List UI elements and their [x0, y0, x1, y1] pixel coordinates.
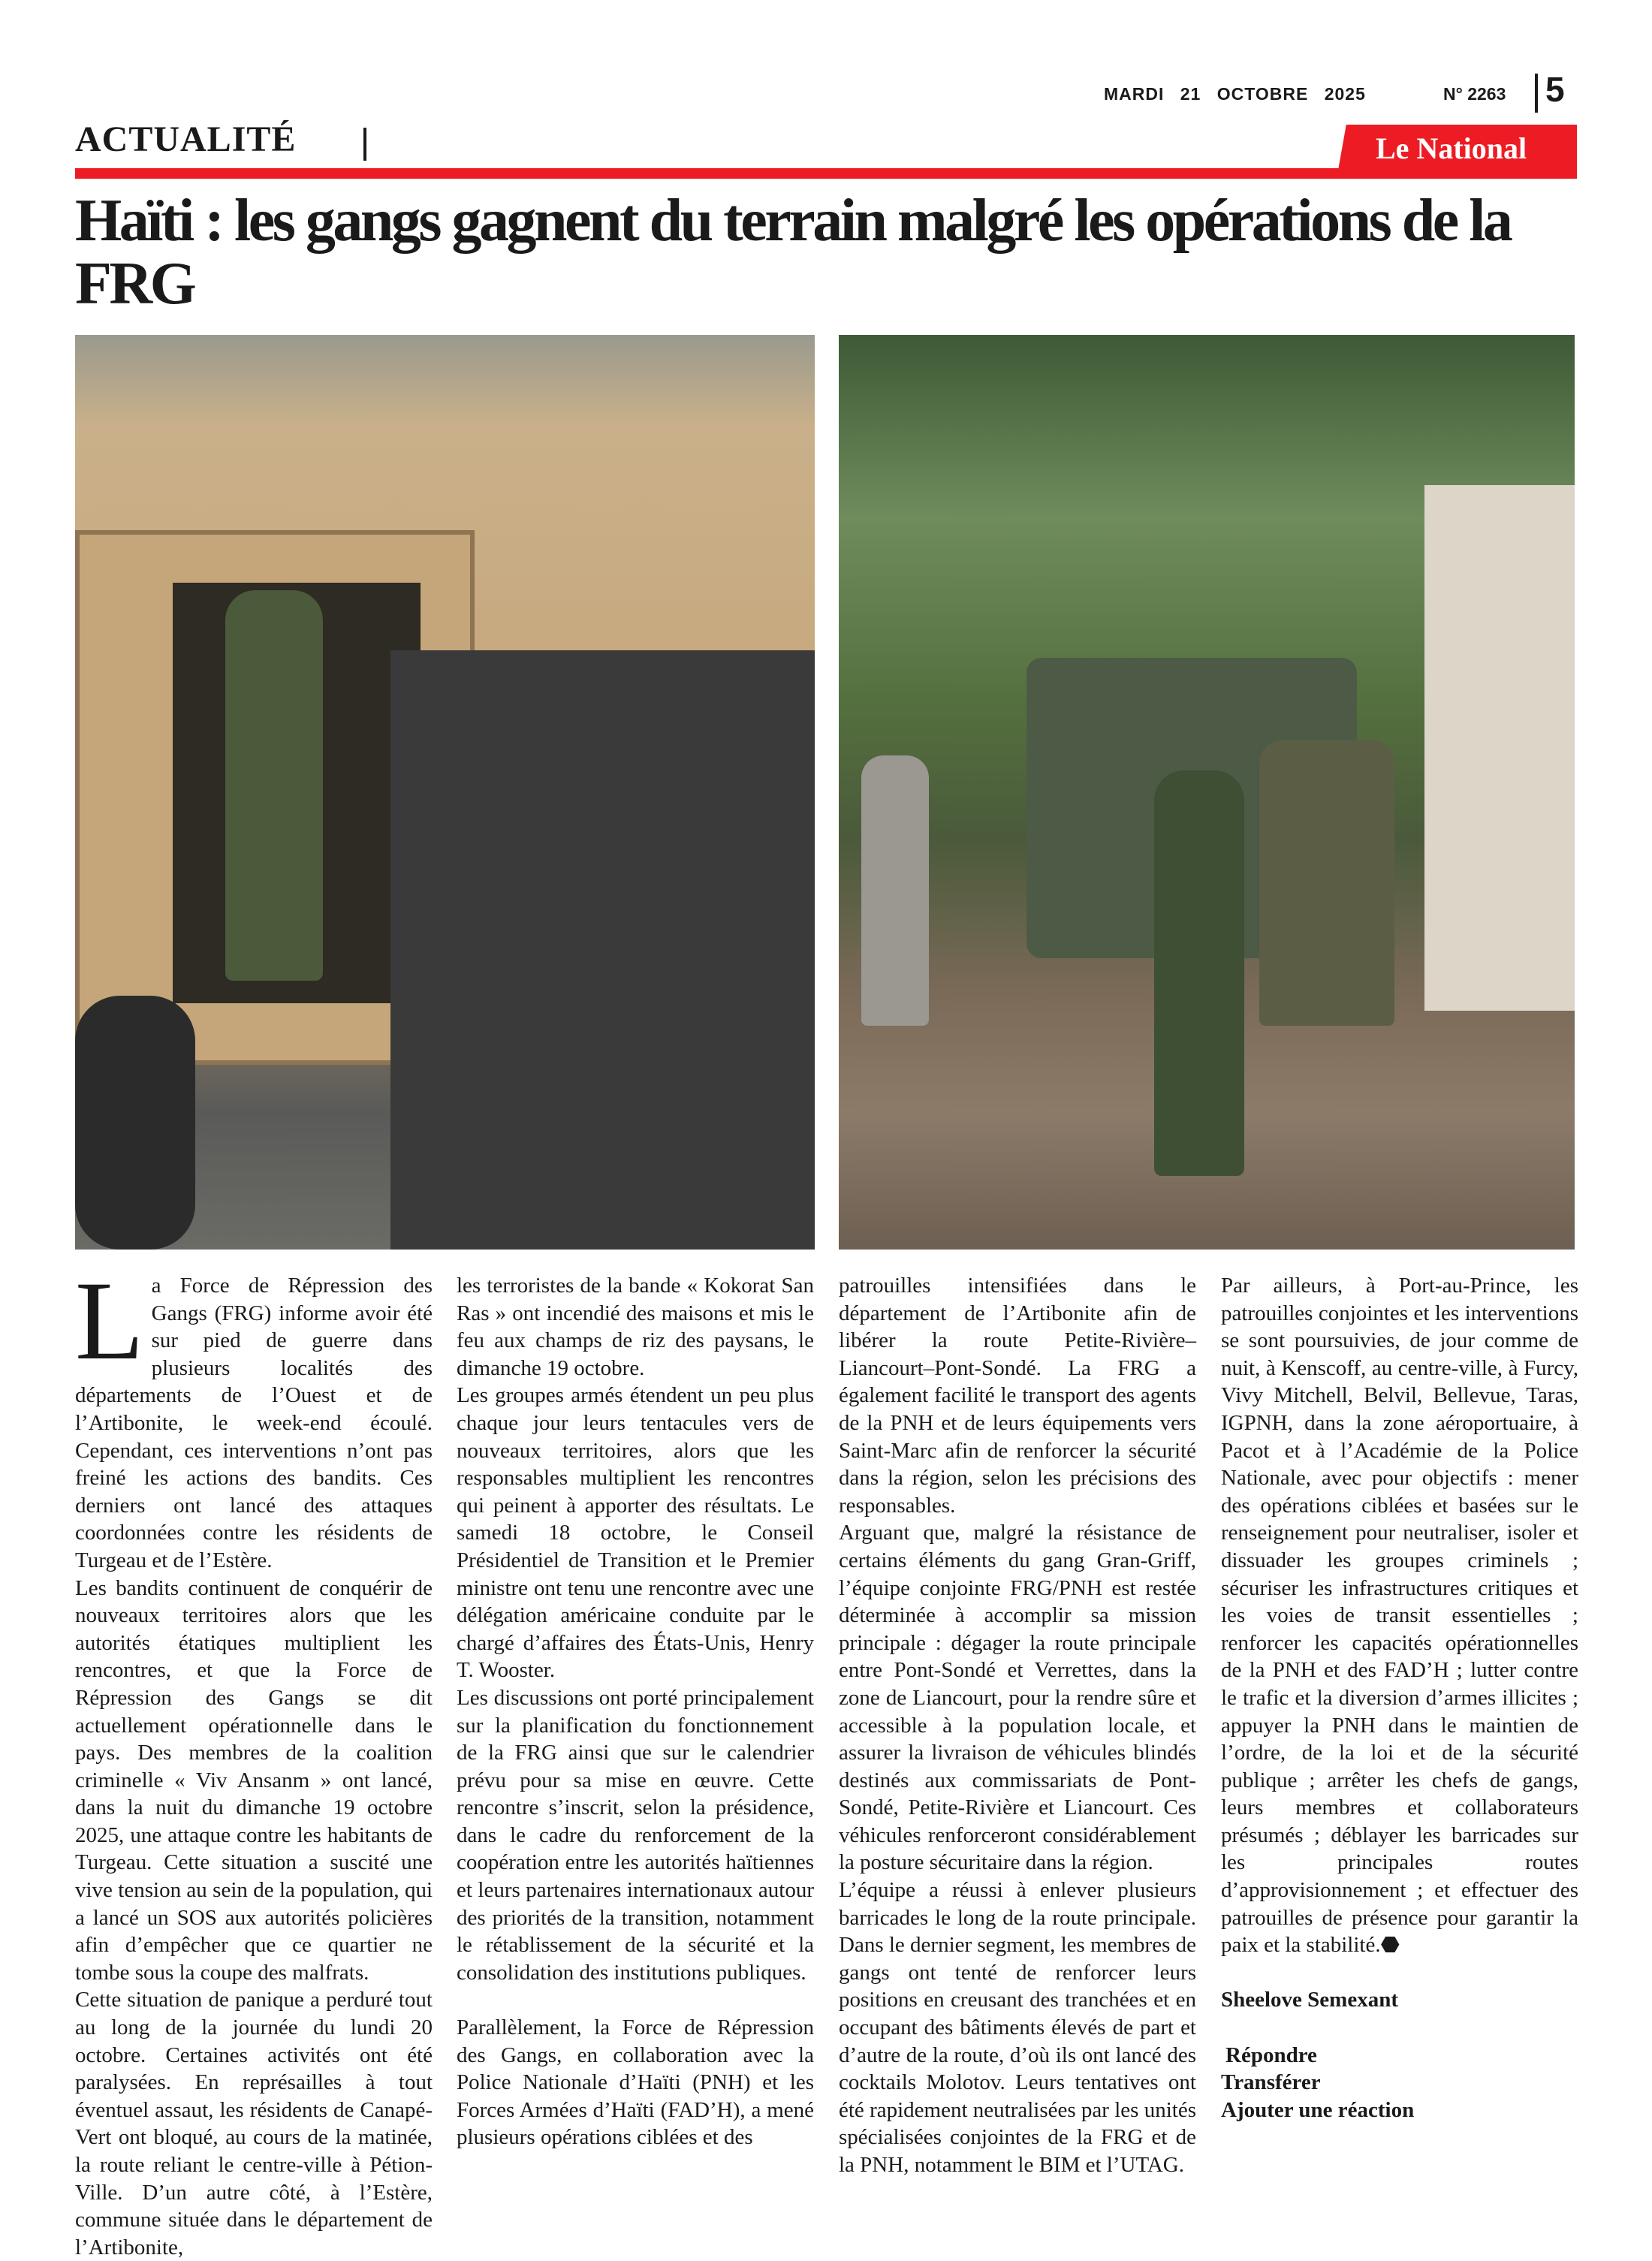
add-reaction-link[interactable]: Ajouter une réaction: [1221, 2097, 1415, 2122]
officer: [861, 755, 929, 1026]
paragraph: Parallèlement, la Force de Répression des Gangs, en collaboration avec la Police Nationale d’Haïti (PNH) et les Forces Armées d’Haïti (FAD’H), a mené plusieurs opérations ciblées et des: [457, 2015, 814, 2150]
soldier: [1154, 770, 1244, 1176]
end-mark-icon: ⬣: [1380, 1933, 1400, 1958]
paragraph: L’équipe a réussi à enlever plusieurs barricades le long de la route principale. Dans le dernier segment, les membres de gangs ont tenté de renforcer leurs positions en creusant des tranchées et en occupant des bâtiments élevés de part et d’autre de la route, d’où ils ont lancé des cocktails Molotov. Leurs tentatives ont été rapidement neutralisées par les unités spécialisées conjointes de la FRG et de la PNH, notamment le BIM et l’UTAG.: [839, 1878, 1196, 2177]
paragraph: Les groupes armés étendent un peu plus chaque jour leurs tentacules vers de nouveaux territoires, alors que les responsables multiplient les rencontres qui peinent à apporter des résultats. Le samedi 18 octobre, le Conseil Présidentiel de Transition et le Premier ministre ont tenu une rencontre avec une délégation américaine conduite par le chargé d’affaires des États-Unis, Henry T. Wooster.: [457, 1383, 814, 1683]
author: Sheelove Semexant: [1221, 1988, 1398, 2012]
article-column-3: [839, 1272, 1196, 2179]
paragraph: Arguant que, malgré la résistance de certains éléments du gang Gran-Griff, l’équipe conjointe FRG/PNH est restée déterminée à accomplir sa mission principale : dégager la route principale entre Pont-Sondé et Verrettes, dans la zone de Liancourt, pour la rendre sûre et accessible à la population locale, et assurer la livraison de véhicules blindés destinés aux commissariats de Pont-Sondé, Petite-Rivière et Liancourt. Ces véhicules renforceront considérablement la posture sécuritaire dans la région.: [839, 1521, 1196, 1875]
paragraph: Les discussions ont porté principalement sur la planification du fonctionnement de la FRG ainsi que sur le calendrier prévu pour sa mise en œuvre. Cette rencontre s’inscrit, selon la présidence, dans le cadre du renforcement de la coopération entre les autorités haïtiennes et leurs partenaires internationaux autour des priorités de la transition, notamment le rétablissement de la sécurité et la consolidation des institutions publiques.: [457, 1685, 814, 1985]
paragraph: Les bandits continuent de conquérir de nouveaux territoires alors que les autorités étatiques multiplient les rencontres, et que la Force de Répression des Gangs se dit actuellement opérationnelle dans le pays. Des membres de la coalition criminelle « Viv Ansanm » ont lancé, dans la nuit du dimanche 19 octobre 2025, une attaque contre les habitants de Turgeau. Cette situation a suscité une vive tension au sein de la population, qui a lancé un SOS aux autorités policières afin d’empêcher que ce quartier ne tombe sous la coupe des malfrats.: [75, 1575, 433, 1985]
issue-date: MARDI 21 OCTOBRE 2025: [1104, 84, 1366, 104]
soldiers-group: [1259, 740, 1394, 1026]
paragraph: Par ailleurs, à Port-au-Prince, les patrouilles conjointes et les interventions se sont poursuivies, de jour comme de nuit, à Kenscoff, au centre-ville, à Furcy, Vivy Mitchell, Belvil, Bellevue, Taras, IGPNH, dans la zone aéroportuaire, à Pacot et à l’Académie de la Police Nationale, avec pour objectifs : mener des opérations ciblées et basées sur le renseignement pour neutraliser, isoler et dissuader les groupes criminels ; sécuriser les infrastructures critiques et les voies de transit essentielles ; renforcer les capacités opérationnelles de la PNH et des FAD’H ; lutter contre le trafic et la diversion d’armes illicites ; appuyer la PNH dans le maintien de l’ordre, de la loi et de la sécurité publique ; arrêter les chefs de gangs, leurs membres et collaborateurs présumés ; déblayer les barricades sur les principales routes d’approvisionnement ; et effectuer des patrouilles de présence pour garantir la paix et la stabilité.: [1221, 1274, 1578, 1958]
paragraph: patrouilles intensifiées dans le département de l’Artibonite afin de libérer la route Petite-Rivière–Liancourt–Pont-Sondé. La FRG a également facilité le transport des agents de la PNH et de leurs équipements vers Saint-Marc afin de renforcer la sécurité dans la région, selon les précisions des responsables.: [839, 1274, 1196, 1518]
forward-link[interactable]: Transférer: [1221, 2070, 1321, 2095]
armored-vehicle: [1424, 485, 1575, 1011]
paragraph: a Force de Répression des Gangs (FRG) informe avoir été sur pied de guerre dans plusieurs localités des départements de l’Ouest et de l’Artibonite, le week-end écoulé. Cependant, ces interventions n’ont pas freiné les actions des bandits. Ces derniers ont lancé des attaques coordonnées contre les résidents de Turgeau et de l’Estère.: [75, 1274, 433, 1572]
paragraph: Cette situation de panique a perduré tout au long de la journée du lundi 20 octobre. Certaines activités ont été paralysées. En représailles à tout éventuel assaut, les résidents de Canapé-Vert ont bloqué, au cours de la matinée, la route reliant le centre-ville à Pétion-Ville. D’un autre côté, à l’Estère, commune située dans le département de l’Artibonite,: [75, 1988, 433, 2259]
dark-vehicle: [390, 650, 815, 1250]
section-label: ACTUALITÉ: [75, 119, 297, 159]
article-column-4: [1221, 1272, 1578, 2124]
article-column-1: [75, 1259, 433, 2261]
issue-number: N° 2263: [1443, 84, 1506, 104]
article-column-2: [457, 1272, 814, 2151]
divider: [363, 128, 366, 161]
photo-patrol: [839, 335, 1575, 1250]
tire: [75, 996, 195, 1250]
drop-cap: L: [75, 1259, 144, 1383]
page-number: 5: [1545, 70, 1565, 109]
divider: [1535, 74, 1538, 113]
article-title: Haïti : les gangs gagnent du terrain malgré les opérations de la FRG: [75, 188, 1511, 317]
reply-link[interactable]: Répondre: [1225, 2042, 1317, 2067]
brand-name: Le National: [1376, 131, 1527, 165]
soldier: [225, 590, 323, 981]
paragraph: les terroristes de la bande « Kokorat San Ras » ont incendié des maisons et mis le feu aux champs de riz des paysans, le dimanche 19 octobre.: [457, 1274, 814, 1380]
photo-armored-vehicles: [75, 335, 815, 1250]
